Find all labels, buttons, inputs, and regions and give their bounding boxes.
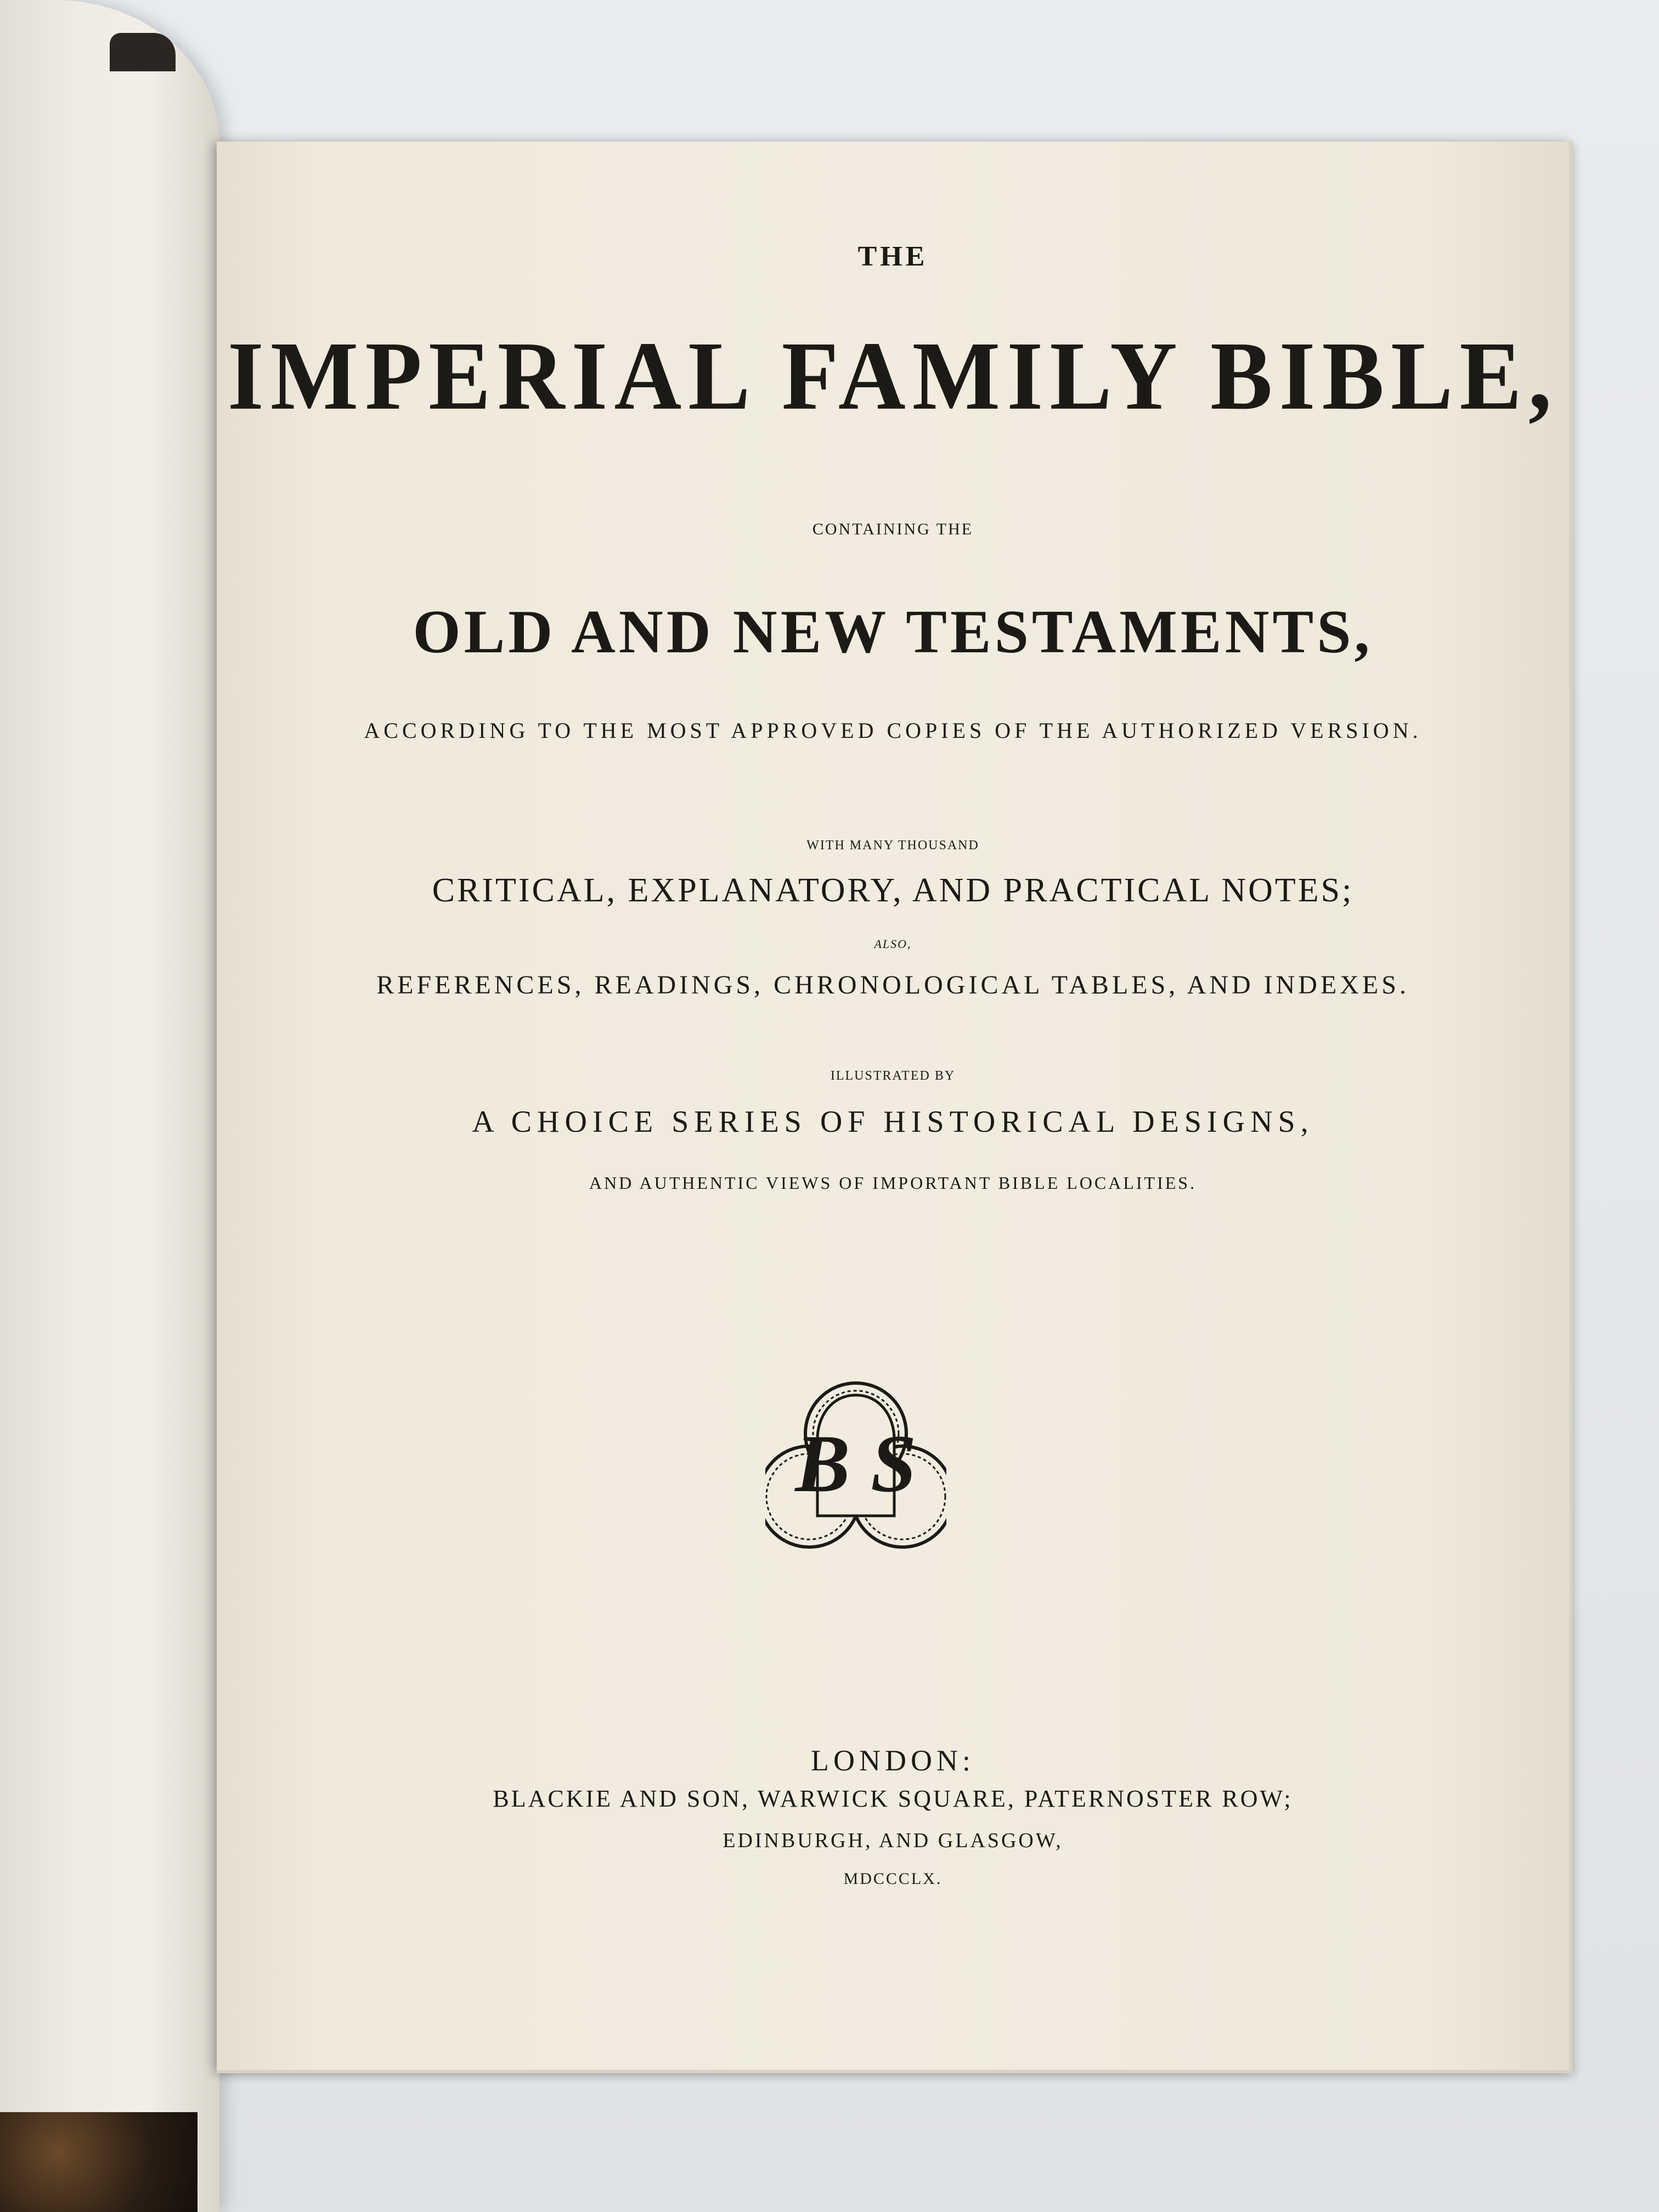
book-binding-edge — [0, 2112, 198, 2212]
book-spine-top — [110, 33, 176, 71]
london-line: LONDON: — [811, 1744, 975, 1777]
date-line: MDCCCLX. — [843, 1870, 943, 1888]
also-line: ALSO, — [874, 937, 912, 951]
monogram-svg — [765, 1379, 946, 1554]
with-many-thousand-line: WITH MANY THOUSAND — [806, 838, 979, 853]
references-line: REFERENCES, READINGS, CHRONOLOGICAL TABLES, AND INDEXES. — [376, 970, 1409, 1000]
monogram-letters: B S — [795, 1418, 917, 1509]
containing-line: CONTAINING THE — [812, 520, 974, 538]
left-book-page — [0, 0, 219, 2212]
choice-series-line: A CHOICE SERIES OF HISTORICAL DESIGNS, — [472, 1105, 1314, 1139]
main-title: IMPERIAL FAMILY BIBLE, — [227, 321, 1559, 430]
title-the: THE — [857, 241, 928, 272]
cities-line: EDINBURGH, AND GLASGOW, — [723, 1829, 1063, 1852]
publisher-monogram-icon — [765, 1379, 946, 1554]
notes-line: CRITICAL, EXPLANATORY, AND PRACTICAL NOTES; — [432, 872, 1354, 909]
according-line: ACCORDING TO THE MOST APPROVED COPIES OF THE AUTHORIZED VERSION. — [364, 718, 1422, 743]
views-line: AND AUTHENTIC VIEWS OF IMPORTANT BIBLE LOCALITIES. — [589, 1173, 1197, 1193]
illustrated-by-line: ILLUSTRATED BY — [830, 1069, 956, 1083]
title-page-text — [217, 142, 1569, 2070]
subtitle: OLD AND NEW TESTAMENTS, — [413, 598, 1373, 666]
publisher-line: BLACKIE AND SON, WARWICK SQUARE, PATERNOSTER ROW; — [493, 1785, 1293, 1812]
title-page — [217, 142, 1572, 2073]
